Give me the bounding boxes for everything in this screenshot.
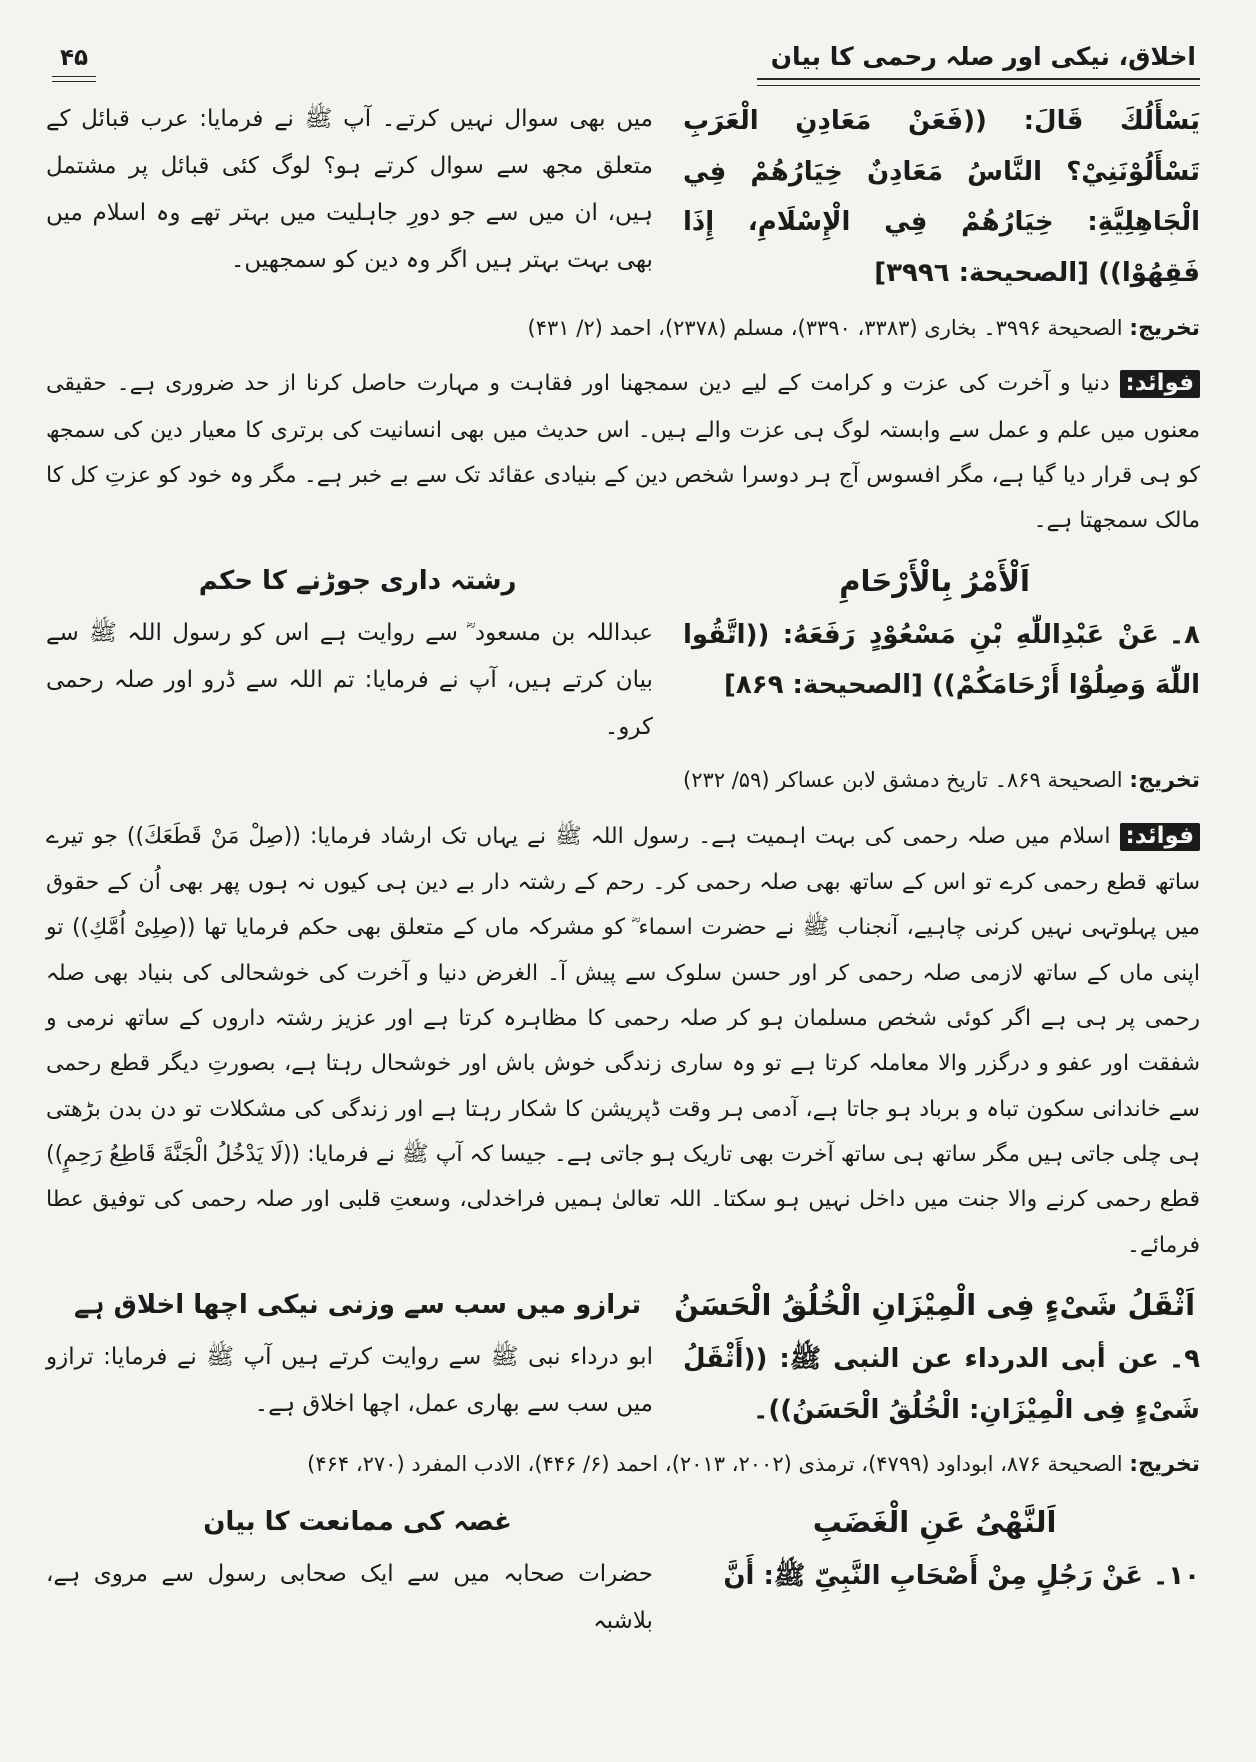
chapter-title-rule: [757, 78, 1200, 86]
section-heading-mizan: [46, 1288, 1200, 1322]
takhrij-label: تخریج:: [1129, 1452, 1200, 1478]
hadith-8-arabic: [683, 610, 1200, 711]
section-heading-ghadab: [46, 1505, 1200, 1539]
section-heading-arabic: اَلنَّهْیُ عَنِ الْغَضَبِ: [812, 1504, 1057, 1539]
page-number-rule: [52, 76, 96, 82]
hadith-9-urdu: ابو درداء نبی ﷺ سے روایت کرتے ہیں آپ ﷺ نے فرمایا: ترازو میں سب سے بھاری عمل، اچھا اخلاق ہے۔: [46, 1343, 653, 1417]
section-heading-urdu: غصہ کی ممانعت کا بیان: [203, 1506, 512, 1537]
fawaid-text: اسلام میں صلہ رحمی کی بہت اہمیت ہے۔ رسول اللہ ﷺ نے یہاں تک ارشاد فرمایا: ((صِلْ مَنْ قَطَعَكَ)) جو تیرے ساتھ قطع رحمی کرے تو اس کے ساتھ بھی صلہ رحمی کر۔ رحم کے رشتہ دار بے دین ہی کیوں نہ ہوں پھر بھی اُن کے حقوق میں پہلوتہی نہیں کرنی چاہیے، آنجناب ﷺ نے حضرت اسماء ؓ کو مشرکہ ماں کے متعلق بھی حکم فرمایا تھا ((صِلِیْ اُمَّكِ)) تو اپنی ماں کے ساتھ لازمی صلہ رحمی کر اور حسن سلوک سے پیش آ۔ الغرض دنیا و آخرت کی خوشحالی کی بنیاد بھی صلہ رحمی پر ہی ہے اگر کوئی شخص مسلمان ہو کر صلہ رحمی کا مظاہرہ کرتا ہے اور عزیز رشتہ داروں کے ساتھ نرمی و شفقت اور عفو و درگزر والا معاملہ کرتا ہے تو وہ ساری زندگی خوش باش اور خوشحال رہتا ہے، بصورتِ دیگر قطع رحمی سے خاندانی سکون تباہ و برباد ہو جاتا ہے، آدمی ہر وقت ڈپریشن کا شکار رہتا ہے اور زندگی کی مشکلات تو دن بدن بڑھتی ہی چلی جاتی ہیں مگر ساتھ ہی ساتھ آخرت بھی تاریک ہو جاتی ہے۔ جیسا کہ آپ ﷺ نے فرمایا: ((لَا يَدْخُلُ الْجَنَّةَ قَاطِعُ رَحِمٍ)) قطع رحمی کرنے والا جنت میں داخل نہیں ہو سکتا۔ اللہ تعالیٰ ہمیں فراخدلی، وسعتِ قلبی اور صلہ رحمی کی توفیق عطا فرمائے۔: [46, 823, 1200, 1258]
takhrij-text: الصحیحة ۸۶۹۔ تاریخ دمشق لابن عساکر (۵۹/ ۲۳۲): [682, 768, 1123, 793]
fawaid-label: فوائد:: [1120, 370, 1200, 398]
fawaid-carryover: [46, 360, 1200, 543]
takhrij-line-9: [46, 1445, 1200, 1485]
section-heading-arham: [46, 564, 1200, 598]
chapter-title-block: [757, 42, 1200, 86]
hadith-9-arabic-text: عن أبی الدرداء عن النبی ﷺ: ((أَثْقَلُ شَیْءٍ فِی الْمِیْزَانِ: الْخُلُقُ الْحَسَنُ))۔: [682, 1343, 1200, 1425]
section-heading-urdu: رشتہ داری جوڑنے کا حکم: [198, 565, 517, 596]
hadith-8-urdu: عبداللہ بن مسعود ؓ سے روایت ہے اس کو رسول اللہ ﷺ سے بیان کرتے ہیں، آپ نے فرمایا: تم اللہ سے ڈرو اور صلہ رحمی کرو۔: [46, 619, 653, 740]
fawaid-label: فوائد:: [1120, 823, 1200, 851]
hadith-8-number: ۸۔: [1168, 619, 1200, 650]
section-heading-arabic: اَلْأَمْرُ بِالْأَرْحَامِ: [839, 563, 1030, 598]
hadith-carryover-urdu: میں بھی سوال نہیں کرتے۔ آپ ﷺ نے فرمایا: عرب قبائل کے متعلق مجھ سے سوال کرتے ہو؟ لوگ کئی قبائل پر مشتمل ہیں، ان میں سے جو دورِ جاہلیت میں بہتر تھے وہ اسلام میں بھی بہت بہتر ہیں اگر وہ دین کو سمجھیں۔: [46, 106, 653, 274]
page-header: [46, 42, 1200, 86]
takhrij-line-carryover: [46, 309, 1200, 349]
takhrij-label: تخریج:: [1129, 768, 1200, 794]
hadith-10-arabic: [683, 1551, 1200, 1602]
hadith-row-carryover: [46, 96, 1200, 299]
hadith-9-number: ۹۔: [1168, 1343, 1200, 1374]
takhrij-label: تخریج:: [1129, 315, 1200, 341]
hadith-row-10: [46, 1551, 1200, 1645]
hadith-row-9: [46, 1334, 1200, 1435]
takhrij-text: الصحیحة ۳۹۹۶۔ بخاری (۳۳۸۳، ۳۳۹۰)، مسلم (۲۳۷۸)، احمد (۲/ ۴۳۱): [527, 315, 1123, 340]
hadith-9-arabic: [683, 1334, 1200, 1435]
page-number: ۴۵: [59, 45, 89, 71]
fawaid-8: [46, 813, 1200, 1268]
hadith-carryover-arabic: يَسْأَلُكَ قَالَ: ((فَعَنْ مَعَادِنِ الْعَرَبِ تَسْأَلُوْنَنِيْ؟ النَّاسُ مَعَادِنٌ خِيَارُهُمْ فِي الْجَاهِلِيَّةِ: خِيَارُهُمْ فِي الْإِسْلَامِ، إِذَا فَقِهُوْا)) [الصحيحة: ٣٩٩٦]: [682, 106, 1200, 289]
takhrij-text: الصحیحة ۸۷۶، ابوداود (۴۷۹۹)، ترمذی (۲۰۰۲، ۲۰۱۳)، احمد (۶/ ۴۴۶)، الادب المفرد (۲۷۰، ۴۶۴): [307, 1452, 1123, 1477]
hadith-row-8: [46, 610, 1200, 751]
section-heading-urdu: ترازو میں سب سے وزنی نیکی اچھا اخلاق ہے: [74, 1289, 642, 1320]
fawaid-text: دنیا و آخرت کی عزت و کرامت کے لیے دین سمجھنا اور فقاہت و مہارت حاصل کرنا از حد ضروری ہے۔ حقیقی معنوں میں علم و عمل سے وابستہ لوگ ہی عزت والے ہیں۔ اس حدیث میں بھی انسانیت کی برتری کا معیار دین کی سمجھ کو ہی قرار دیا گیا ہے، مگر افسوس آج ہر دوسرا شخص دین کے بنیادی عقائد تک سے بے خبر ہے۔ مگر وہ خود کو عزتِ کل کا مالک سمجھتا ہے۔: [46, 371, 1200, 534]
chapter-title: اخلاق، نیکی اور صلہ رحمی کا بیان: [770, 42, 1196, 71]
hadith-8-arabic-text: عَنْ عَبْدِاللّٰهِ بْنِ مَسْعُوْدٍ رَفَعَهُ: ((اتَّقُوا اللّٰهَ وَصِلُوْا أَرْحَامَكُمْ)) [الصحیحة: ۸۶۹]: [682, 619, 1200, 701]
hadith-10-number: ۱۰۔: [1153, 1560, 1200, 1591]
page-number-block: [46, 45, 96, 82]
hadith-10-arabic-text: عَنْ رَجُلٍ مِنْ أَصْحَابِ النَّبِیِّ ﷺ: أَنَّ: [723, 1560, 1144, 1591]
takhrij-line-8: [46, 761, 1200, 801]
section-heading-arabic: اَثْقَلُ شَیْءٍ فِی الْمِیْزَانِ الْخُلُقُ الْحَسَنُ: [674, 1287, 1196, 1322]
hadith-10-urdu: حضرات صحابہ میں سے ایک صحابی رسول سے مروی ہے، بلاشبہ: [46, 1560, 653, 1634]
